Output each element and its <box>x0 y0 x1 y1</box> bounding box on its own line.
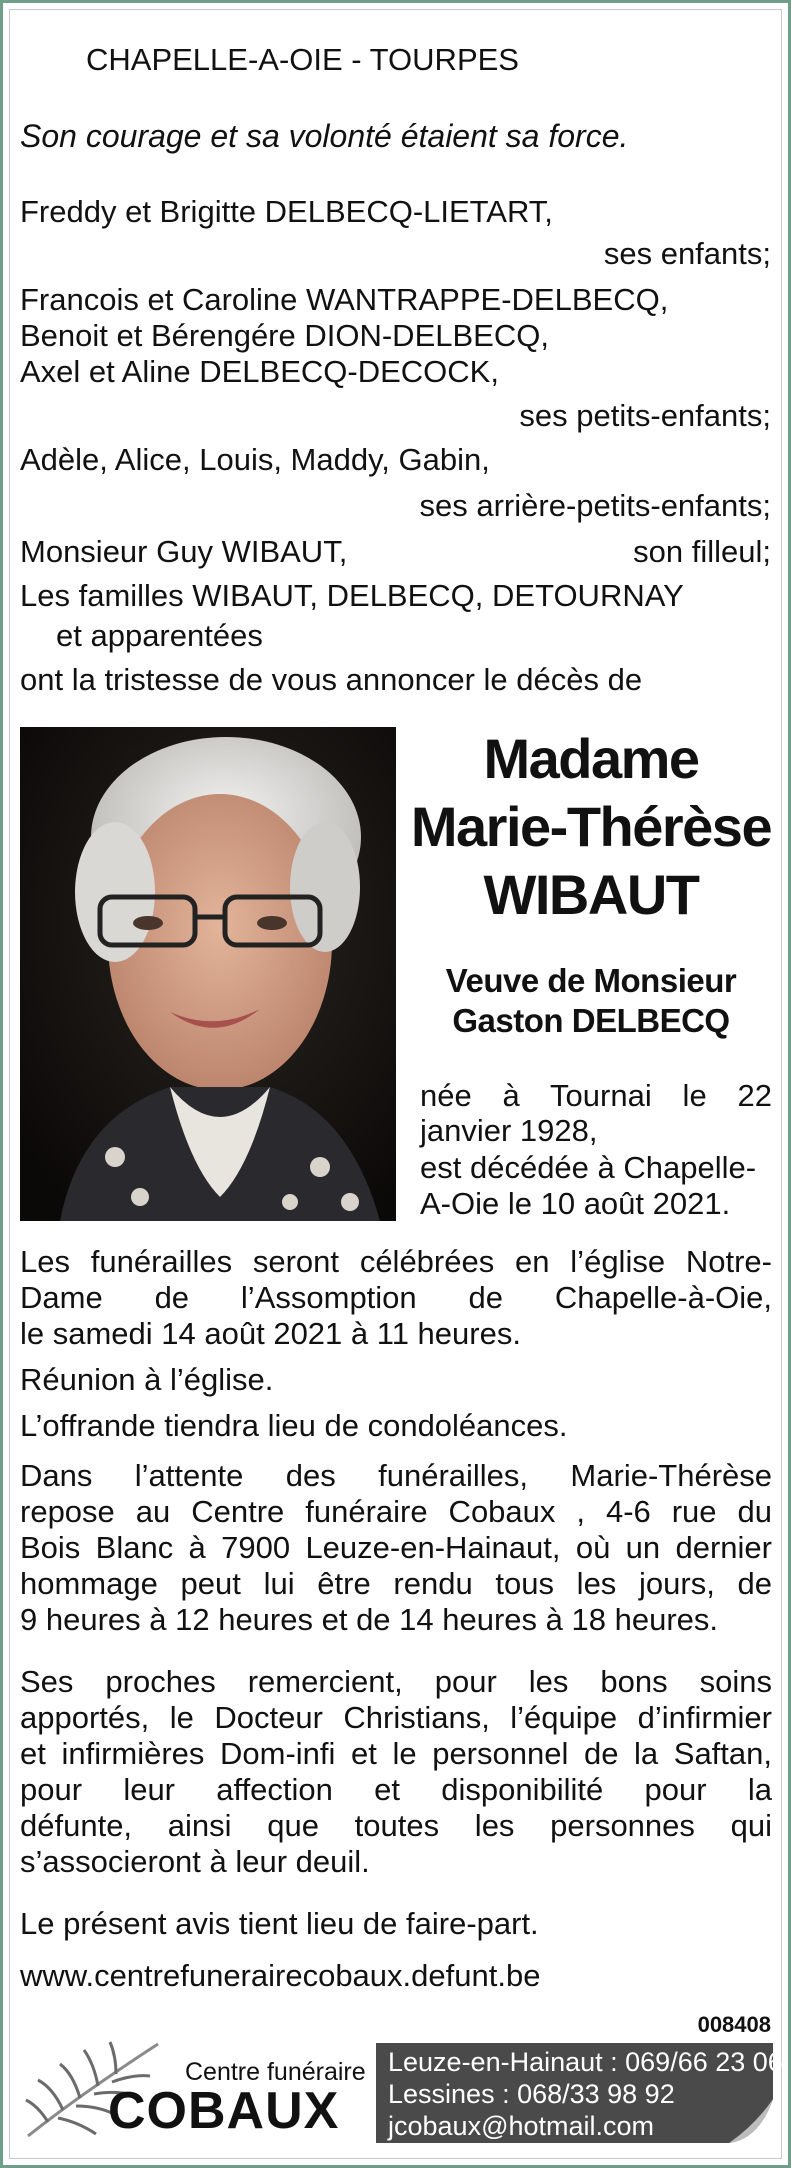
thanks-line-4: pour leur affection et disponibilité pour la <box>20 1772 772 1807</box>
contact-leuze: Leuze-en-Hainaut : 069/66 23 06 <box>388 2047 783 2077</box>
contact-lessines: Lessines : 068/33 98 92 <box>388 2079 675 2109</box>
portrait-image <box>20 727 396 1221</box>
location-heading: CHAPELLE-A-OIE - TOURPES <box>86 42 519 77</box>
reference-number: 008408 <box>697 2012 771 2037</box>
offering-line: L’offrande tiendra lieu de condoléances. <box>20 1408 568 1443</box>
birth-line-1: née à Tournai le 22 <box>420 1078 772 1113</box>
wait-line-3: Bois Blanc à 7900 Leuze-en-Hainaut, où un dernier <box>20 1530 772 1565</box>
logo-wordmark: COBAUX <box>108 2082 340 2140</box>
contact-email[interactable]: jcobaux@hotmail.com <box>388 2111 655 2141</box>
wait-line-5: 9 heures à 12 heures et de 14 heures à 18 heures. <box>20 1602 718 1637</box>
deceased-first-name: Marie-Thérèse <box>410 795 772 858</box>
contact-panel <box>376 2043 783 2143</box>
motto: Son courage et sa volonté étaient sa force. <box>20 118 629 154</box>
role-great-grandchildren: ses arrière-petits-enfants; <box>419 488 771 523</box>
funeral-line-1: Les funérailles seront célébrées en l’église Notre- <box>20 1244 772 1279</box>
funeral-line-3: le samedi 14 août 2021 à 11 heures. <box>20 1316 521 1351</box>
family-line-related: et apparentées <box>56 618 263 653</box>
role-grandchildren: ses petits-enfants; <box>519 398 771 433</box>
widow-line-1: Veuve de Monsieur <box>445 962 737 999</box>
deceased-title: Madame <box>483 727 699 790</box>
family-line-great-grandchildren: Adèle, Alice, Louis, Maddy, Gabin, <box>20 442 490 477</box>
death-line-2: A-Oie le 10 août 2021. <box>420 1186 731 1221</box>
notice-line: Le présent avis tient lieu de faire-part. <box>20 1906 539 1941</box>
wait-line-1: Dans l’attente des funérailles, Marie-Thérèse <box>20 1458 772 1493</box>
thanks-line-1: Ses proches remercient, pour les bons soins <box>20 1664 772 1699</box>
page-curl-icon <box>729 2099 773 2143</box>
thanks-line-6: s’associeront à leur deuil. <box>20 1844 370 1879</box>
thanks-line-3: et infirmières Dom-infi et le personnel de la Saftan, <box>20 1736 772 1771</box>
family-line-families: Les familles WIBAUT, DELBECQ, DETOURNAY <box>20 578 684 613</box>
portrait-photo <box>20 727 396 1221</box>
role-children: ses enfants; <box>603 236 771 271</box>
family-line-grandchild-2: Benoit et Bérengére DION-DELBECQ, <box>20 318 549 353</box>
website-link[interactable]: www.centrefunerairecobaux.defunt.be <box>20 1958 541 1993</box>
role-godson: son filleul; <box>633 534 771 569</box>
birth-line-2: janvier 1928, <box>420 1113 598 1148</box>
thanks-line-5: défunte, ainsi que toutes les personnes qui <box>20 1808 772 1843</box>
family-line-grandchild-1: Francois et Caroline WANTRAPPE-DELBECQ, <box>20 282 669 317</box>
wait-line-2: repose au Centre funéraire Cobaux , 4-6 rue du <box>20 1494 772 1529</box>
wait-line-4: hommage peut lui être rendu tous les jours, de <box>20 1566 772 1601</box>
thanks-line-2: apportés, le Docteur Christians, l’équipe d’infirmier <box>20 1700 772 1735</box>
deceased-last-name: WIBAUT <box>483 863 699 926</box>
family-line-godson: Monsieur Guy WIBAUT, <box>20 534 348 569</box>
widow-line-2: Gaston DELBECQ <box>452 1002 730 1039</box>
reunion-line: Réunion à l’église. <box>20 1362 274 1397</box>
announcement-line: ont la tristesse de vous annoncer le décès de <box>20 662 643 697</box>
funeral-line-2: Dame de l’Assomption de Chapelle-à-Oie, <box>20 1280 772 1315</box>
family-line-grandchild-3: Axel et Aline DELBECQ-DECOCK, <box>20 354 499 389</box>
family-line-children: Freddy et Brigitte DELBECQ-LIETART, <box>20 194 553 229</box>
logo-subtitle: Centre funéraire <box>185 2058 366 2086</box>
death-line-1: est décédée à Chapelle- <box>420 1150 757 1185</box>
